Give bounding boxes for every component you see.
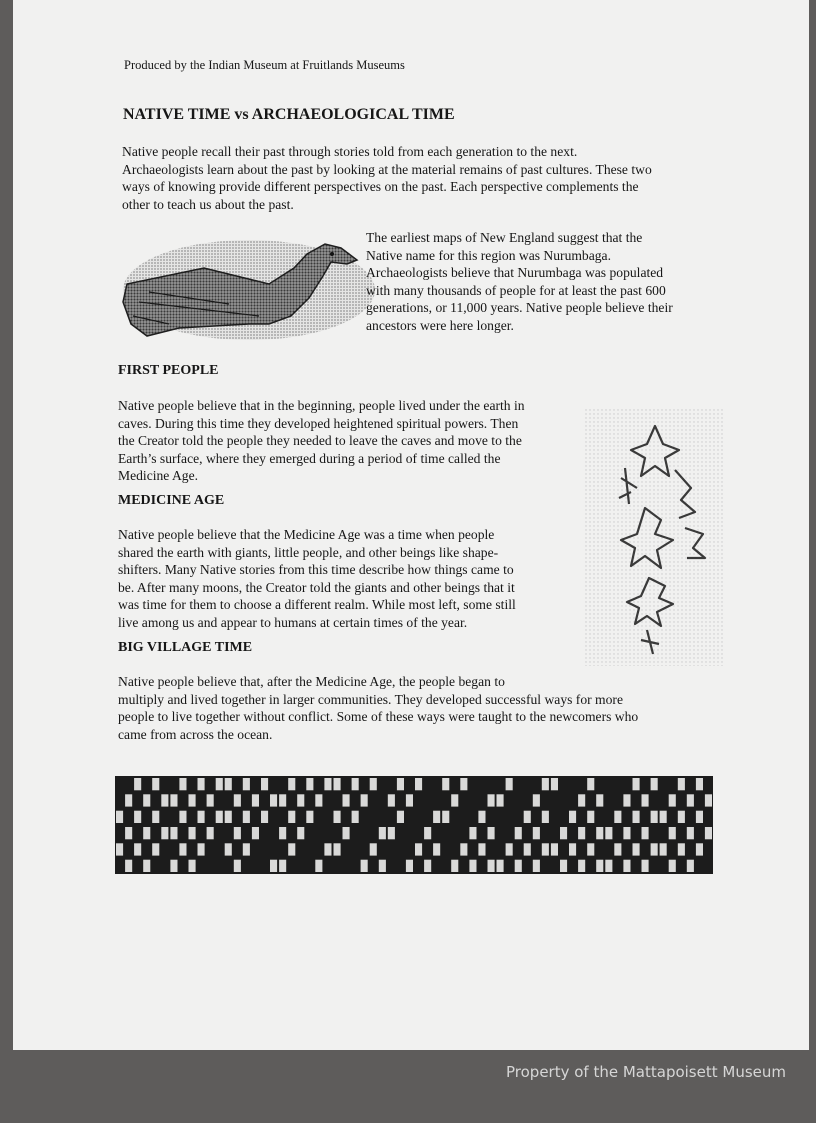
wampum-bead [687, 827, 694, 839]
wampum-bead [170, 860, 177, 872]
producer-line: Produced by the Indian Museum at Fruitlands Museums [124, 58, 405, 72]
wampum-bead [696, 811, 703, 823]
wampum-bead [343, 827, 350, 839]
wampum-bead [587, 843, 594, 855]
wampum-bead [125, 794, 132, 806]
wampum-bead [324, 778, 331, 790]
wampum-bead [370, 843, 377, 855]
wampum-bead [225, 811, 232, 823]
wampum-bead [506, 843, 513, 855]
wampum-belt-illustration [115, 776, 713, 874]
wampum-bead [578, 860, 585, 872]
wampum-bead [216, 778, 223, 790]
wampum-bead [669, 827, 676, 839]
nurumbaga-paragraph [366, 229, 673, 334]
wampum-bead [143, 860, 150, 872]
wampum-bead [170, 827, 177, 839]
wampum-bead [397, 778, 404, 790]
stone-artifact-illustration [109, 232, 377, 344]
wampum-bead [633, 843, 640, 855]
first-people-line: Earth’s surface, where they emerged during a period of time called the [118, 450, 501, 466]
wampum-bead [596, 860, 603, 872]
wampum-bead [460, 843, 467, 855]
medicine-age-paragraph [118, 526, 516, 631]
wampum-bead [678, 811, 685, 823]
medicine-age-line: was time for them to choose a different realm. While most left, some still [118, 597, 516, 612]
wampum-bead [560, 860, 567, 872]
wampum-bead [279, 827, 286, 839]
wampum-bead [397, 811, 404, 823]
wampum-bead [642, 860, 649, 872]
wampum-bead [687, 860, 694, 872]
nurumbaga-line: The earliest maps of New England suggest that the [366, 230, 643, 245]
wampum-bead [623, 860, 630, 872]
wampum-bead [542, 843, 549, 855]
wampum-bead [352, 811, 359, 823]
wampum-bead [542, 778, 549, 790]
wampum-bead [152, 778, 159, 790]
wampum-bead [343, 794, 350, 806]
wampum-bead [189, 827, 196, 839]
wampum-bead [696, 778, 703, 790]
wampum-bead [633, 778, 640, 790]
wampum-bead [379, 827, 386, 839]
wampum-bead [270, 794, 277, 806]
wampum-bead [478, 811, 485, 823]
wampum-bead [478, 843, 485, 855]
wampum-bead [551, 843, 558, 855]
wampum-bead [605, 827, 612, 839]
wampum-bead [361, 860, 368, 872]
wampum-bead [297, 794, 304, 806]
nurumbaga-line: Native name for this region was Nurumbaga. [366, 247, 611, 263]
wampum-bead [361, 794, 368, 806]
wampum-bead [189, 860, 196, 872]
wampum-bead [334, 778, 341, 790]
wampum-bead [352, 778, 359, 790]
petroglyph-illustration [585, 408, 725, 666]
wampum-bead [497, 794, 504, 806]
wampum-bead [587, 811, 594, 823]
wampum-bead [451, 860, 458, 872]
wampum-bead [651, 778, 658, 790]
first-people-paragraph [118, 397, 525, 485]
wampum-bead [225, 843, 232, 855]
wampum-bead [442, 778, 449, 790]
wampum-bead [651, 811, 658, 823]
wampum-bead [533, 794, 540, 806]
intro-line: Native people recall their past through stories told from each generation to the next. [122, 144, 578, 159]
wampum-bead [370, 778, 377, 790]
wampum-bead [170, 794, 177, 806]
wampum-bead [442, 811, 449, 823]
section-heading-first-people: FIRST PEOPLE [118, 363, 219, 378]
wampum-bead [560, 827, 567, 839]
wampum-bead [279, 794, 286, 806]
wampum-bead [252, 794, 259, 806]
big-village-line: multiply and lived together in larger communities. They developed successful ways for more [118, 691, 623, 707]
wampum-bead [614, 843, 621, 855]
wampum-bead [660, 811, 667, 823]
page-title: NATIVE TIME vs ARCHAEOLOGICAL TIME [123, 106, 455, 123]
wampum-bead [288, 778, 295, 790]
wampum-bead [469, 827, 476, 839]
wampum-bead [334, 811, 341, 823]
wampum-bead [297, 827, 304, 839]
wampum-bead [578, 794, 585, 806]
first-people-line: Medicine Age. [118, 468, 199, 483]
wampum-bead [324, 843, 331, 855]
big-village-line: Native people believe that, after the Medicine Age, the people began to [118, 674, 505, 689]
wampum-bead [125, 827, 132, 839]
wampum-bead [433, 811, 440, 823]
wampum-bead [261, 811, 268, 823]
wampum-bead [388, 794, 395, 806]
wampum-bead [596, 794, 603, 806]
wampum-bead [651, 843, 658, 855]
wampum-bead [388, 827, 395, 839]
wampum-bead [243, 843, 250, 855]
wampum-bead [488, 794, 495, 806]
wampum-bead [533, 860, 540, 872]
wampum-bead [515, 827, 522, 839]
wampum-bead [669, 860, 676, 872]
wampum-bead [587, 778, 594, 790]
wampum-bead [125, 860, 132, 872]
wampum-bead [415, 843, 422, 855]
wampum-bead [569, 843, 576, 855]
wampum-bead [669, 794, 676, 806]
nurumbaga-line: with many thousands of people for at least the past 600 [366, 282, 666, 298]
wampum-bead [678, 843, 685, 855]
wampum-bead [143, 794, 150, 806]
wampum-bead [524, 843, 531, 855]
wampum-bead [524, 811, 531, 823]
intro-paragraph [122, 143, 652, 213]
intro-line: Archaeologists learn about the past by looking at the material remains of past cultures. These two [122, 161, 652, 177]
wampum-bead [315, 860, 322, 872]
wampum-bead [515, 860, 522, 872]
wampum-bead [270, 860, 277, 872]
wampum-bead [306, 811, 313, 823]
wampum-bead [451, 794, 458, 806]
wampum-bead [288, 843, 295, 855]
medicine-age-line: shared the earth with giants, little people, and other beings like shape- [118, 544, 499, 560]
museum-watermark: Property of the Mattapoisett Museum [506, 1063, 786, 1081]
wampum-bead [678, 778, 685, 790]
big-village-line: came from across the ocean. [118, 726, 273, 742]
wampum-bead [406, 860, 413, 872]
wampum-bead [642, 827, 649, 839]
wampum-bead [551, 778, 558, 790]
wampum-bead [642, 794, 649, 806]
medicine-age-line: shifters. Many Native stories from this time describe how things came to [118, 562, 514, 577]
wampum-bead [424, 827, 431, 839]
wampum-bead [179, 811, 186, 823]
document-page [13, 0, 809, 1050]
wampum-bead [469, 860, 476, 872]
wampum-bead [207, 827, 214, 839]
wampum-bead [596, 827, 603, 839]
wampum-bead [415, 778, 422, 790]
wampum-bead [161, 827, 168, 839]
wampum-bead [252, 827, 259, 839]
wampum-bead [198, 778, 205, 790]
wampum-bead [243, 778, 250, 790]
medicine-age-line: Native people believe that the Medicine Age was a time when people [118, 527, 495, 542]
wampum-bead [315, 794, 322, 806]
wampum-bead [488, 860, 495, 872]
wampum-bead [623, 794, 630, 806]
nurumbaga-line: ancestors were here longer. [366, 317, 514, 333]
first-people-line: caves. During this time they developed heightened spiritual powers. Then [118, 415, 519, 431]
wampum-bead [424, 860, 431, 872]
wampum-bead [633, 811, 640, 823]
wampum-bead [406, 794, 413, 806]
medicine-age-line: live among us and appear to humans at certain times of the year. [118, 614, 468, 630]
wampum-bead [506, 778, 513, 790]
wampum-bead [306, 778, 313, 790]
wampum-bead [379, 860, 386, 872]
wampum-bead [161, 794, 168, 806]
first-people-line: Native people believe that in the beginning, people lived under the earth in [118, 398, 525, 413]
wampum-bead [334, 843, 341, 855]
wampum-bead [207, 794, 214, 806]
nurumbaga-line: generations, or 11,000 years. Native people believe their [366, 300, 673, 315]
wampum-bead [116, 811, 123, 823]
wampum-bead [216, 811, 223, 823]
wampum-bead [705, 794, 712, 806]
wampum-bead [198, 811, 205, 823]
wampum-bead [488, 827, 495, 839]
wampum-bead [605, 860, 612, 872]
wampum-bead [234, 794, 241, 806]
section-heading-big-village-time: BIG VILLAGE TIME [118, 640, 253, 655]
wampum-bead [614, 811, 621, 823]
wampum-bead [288, 811, 295, 823]
wampum-bead [243, 811, 250, 823]
wampum-bead [225, 778, 232, 790]
wampum-bead [116, 843, 123, 855]
wampum-bead [198, 843, 205, 855]
big-village-line: people to live together without conflict. Some of these ways were taught to the newcomers who [118, 709, 639, 724]
wampum-bead [696, 843, 703, 855]
big-village-time-paragraph [118, 673, 638, 743]
wampum-bead [179, 778, 186, 790]
intro-line: other to teach us about the past. [122, 196, 294, 212]
wampum-bead [152, 811, 159, 823]
wampum-bead [687, 794, 694, 806]
wampum-bead [578, 827, 585, 839]
wampum-bead [569, 811, 576, 823]
intro-line: ways of knowing provide different perspectives on the past. Each perspective complements the [122, 179, 639, 194]
wampum-bead [542, 811, 549, 823]
wampum-bead [460, 778, 467, 790]
wampum-bead [497, 860, 504, 872]
wampum-bead [143, 827, 150, 839]
wampum-bead [134, 843, 141, 855]
wampum-bead [623, 827, 630, 839]
wampum-bead [533, 827, 540, 839]
medicine-age-line: be. After many moons, the Creator told the giants and other beings that it [118, 579, 515, 595]
wampum-bead [234, 827, 241, 839]
wampum-bead [433, 843, 440, 855]
wampum-bead [179, 843, 186, 855]
wampum-bead [134, 778, 141, 790]
wampum-bead [279, 860, 286, 872]
wampum-bead [189, 794, 196, 806]
first-people-line: the Creator told the people they needed to leave the caves and move to the [118, 433, 522, 448]
section-heading-medicine-age: MEDICINE AGE [118, 493, 225, 508]
wampum-bead [660, 843, 667, 855]
wampum-bead [152, 843, 159, 855]
wampum-bead [234, 860, 241, 872]
nurumbaga-line: Archaeologists believe that Nurumbaga was populated [366, 265, 664, 280]
wampum-bead [134, 811, 141, 823]
wampum-bead [705, 827, 712, 839]
wampum-bead [261, 778, 268, 790]
